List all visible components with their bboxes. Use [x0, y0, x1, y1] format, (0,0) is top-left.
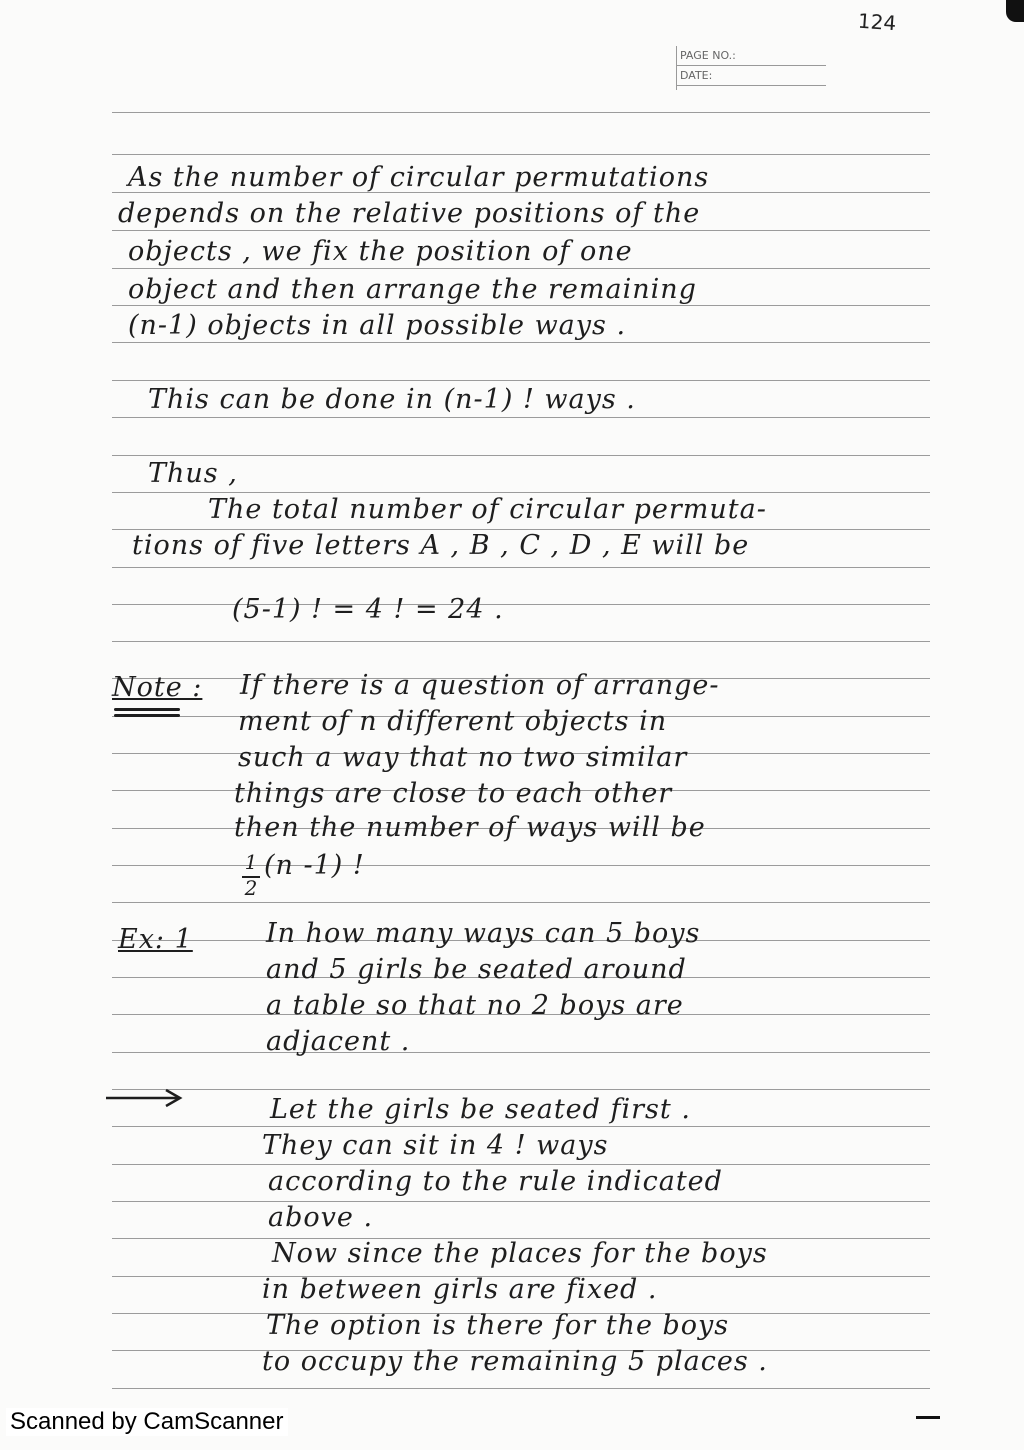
ruled-line [112, 112, 930, 113]
arrow-right-icon [104, 1086, 184, 1110]
text-line: a table so that no 2 boys are [266, 990, 684, 1021]
page-no-label: PAGE NO.: [676, 46, 826, 66]
text-line: then the number of ways will be [234, 812, 706, 843]
text-line: objects , we fix the position of one [128, 236, 633, 267]
text-line: such a way that no two similar [238, 742, 688, 773]
text-line: As the number of circular permutations [128, 162, 710, 193]
ruled-line [112, 154, 930, 155]
ruled-line [112, 380, 930, 381]
date-label: DATE: [676, 66, 826, 86]
scan-edge-mark [916, 1416, 940, 1419]
text-line: in between girls are fixed . [262, 1274, 658, 1305]
ruled-line [112, 417, 930, 418]
note-label: Note : [112, 672, 203, 703]
ruled-line [112, 492, 930, 493]
text-line: They can sit in 4 ! ways [262, 1130, 609, 1161]
example-label: Ex: 1 [118, 924, 193, 955]
text-line: Thus , [148, 458, 238, 489]
text-line: object and then arrange the remaining [128, 274, 697, 305]
page-number: 124 [857, 8, 897, 36]
note-double-underline [114, 714, 180, 717]
ruled-line [112, 567, 930, 568]
ruled-line [112, 230, 930, 231]
text-line: depends on the relative positions of the [118, 198, 701, 229]
scanner-watermark: Scanned by CamScanner [6, 1408, 288, 1436]
ruled-line [112, 1164, 930, 1165]
fraction-one-half [240, 850, 262, 902]
formula-line: (5-1) ! = 4 ! = 24 . [232, 594, 504, 625]
text-line: Now since the places for the boys [272, 1238, 768, 1269]
ruled-line [112, 455, 930, 456]
text-line: adjacent . [266, 1026, 411, 1057]
ruled-line [112, 1201, 930, 1202]
text-line: to occupy the remaining 5 places . [262, 1346, 768, 1377]
text-line: things are close to each other [234, 778, 673, 809]
text-line: In how many ways can 5 boys [266, 918, 701, 949]
text-line: and 5 girls be seated around [266, 954, 687, 985]
text-line: tions of five letters A , B , C , D , E will be [132, 530, 750, 561]
ruled-line [112, 641, 930, 642]
ruled-line [112, 1388, 930, 1389]
text-line: (n-1) objects in all possible ways . [128, 310, 627, 341]
ruled-line [112, 902, 930, 903]
text-line: according to the rule indicated [268, 1166, 723, 1197]
fraction-denominator: 2 [244, 876, 258, 900]
ruled-line [112, 268, 930, 269]
text-line: Let the girls be seated first . [270, 1094, 691, 1125]
ruled-line [112, 342, 930, 343]
ruled-line [112, 305, 930, 306]
scan-corner-mark [1006, 0, 1024, 22]
text-line: The total number of circular permuta- [208, 494, 767, 525]
ruled-line [112, 1052, 930, 1053]
ruled-line [112, 865, 930, 866]
ruled-line [112, 1089, 930, 1090]
text-line: ment of n different objects in [238, 706, 668, 737]
text-line: This can be done in (n-1) ! ways . [148, 384, 636, 415]
text-line: If there is a question of arrange- [240, 670, 720, 701]
fraction-numerator: 1 [244, 850, 258, 874]
text-line: The option is there for the boys [266, 1310, 730, 1341]
note-double-underline [114, 708, 180, 711]
ruled-line [112, 1126, 930, 1127]
formula-line: (n -1) ! [264, 850, 365, 881]
page-date-box [676, 46, 826, 90]
text-line: above . [268, 1202, 374, 1233]
